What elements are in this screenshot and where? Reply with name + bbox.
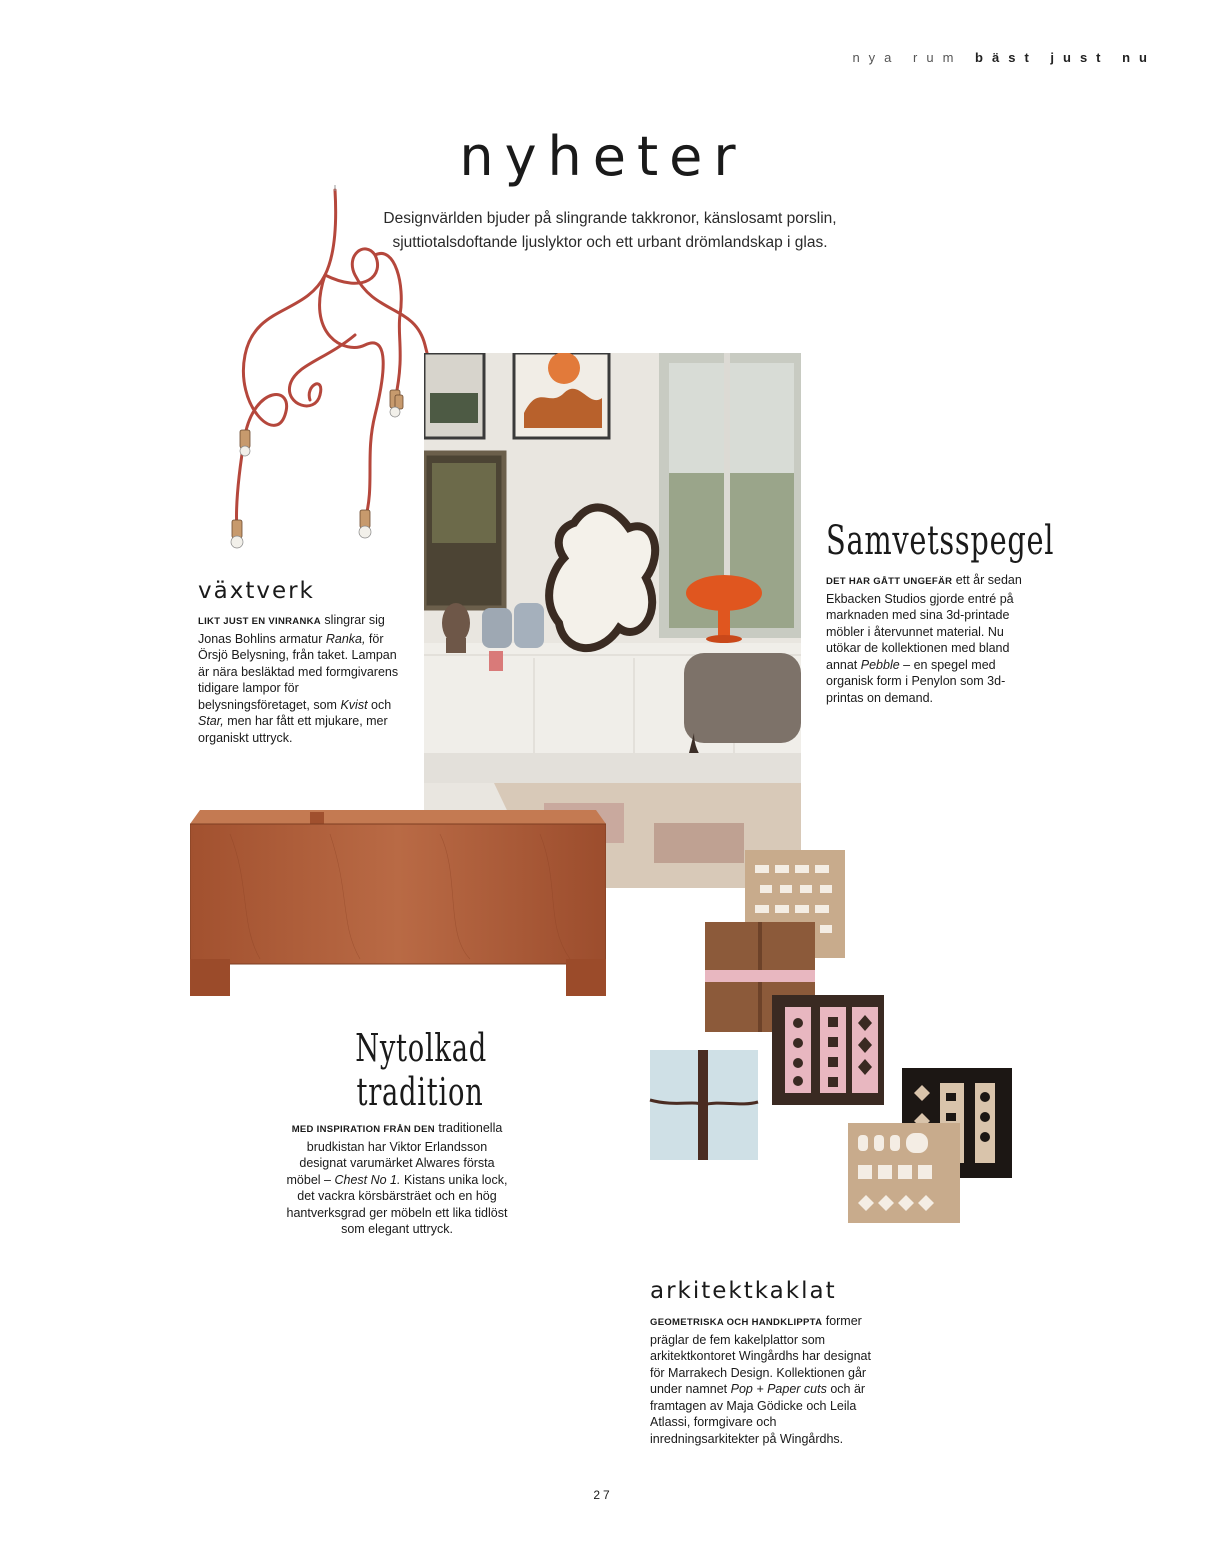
nytolkad-lead: MED INSPIRATION FRÅN DEN (291, 1124, 435, 1135)
arkitektkaklat-body (650, 1313, 875, 1447)
vaxtverk-text-4: men har fått ett mjukare, mer organiskt uttryck. (198, 714, 388, 745)
vaxtverk-italic-2: Kvist (340, 697, 368, 712)
samvetsspegel-text-1: ett år sedan Ekbacken Studios gjorde entré på marknaden med sina 3d-printade möbler i återvunnet material. Nu utökar de kollektionen med bland annat (826, 573, 1022, 672)
vaxtverk-text-3: och (367, 697, 392, 712)
vaxtverk-body (198, 612, 403, 746)
vaxtverk-heading: växtverk (198, 578, 315, 604)
nytolkad-heading-line-2: tradition (356, 1070, 484, 1114)
section-tag-light: nya rum (852, 50, 963, 65)
samvetsspegel-italic-1: Pebble (860, 657, 900, 672)
section-tag (852, 50, 1156, 65)
nytolkad-heading (330, 1026, 510, 1114)
intro-text: Designvärlden bjuder på slingrande takkronor, känslosamt porslin, sjuttiotalsdoftande ljuslyktor och ett urbant drömlandskap i glas. (383, 210, 837, 251)
arkitektkaklat-text-2: och är framtagen av Maja Gödicke och Leila Atlassi, formgivare och inredningsarkitekter på Wingårdhs. (650, 1382, 866, 1446)
samvetsspegel-lead: DET HAR GÅTT UNGEFÄR (826, 576, 953, 587)
nytolkad-italic-1: Chest No 1. (334, 1172, 401, 1187)
arkitektkaklat-lead: GEOMETRISKA OCH HANDKLIPPTA (650, 1317, 823, 1328)
nytolkad-text-1: traditionella brudkistan har Viktor Erlandsson designat varumärket Alwares första möbel – (286, 1121, 503, 1187)
arkitektkaklat-italic-1: Pop + Paper cuts (730, 1382, 827, 1396)
tiles-collection-image (640, 845, 1020, 1225)
samvetsspegel-body (826, 572, 1041, 706)
vaxtverk-text-2: för Örsjö Belysning, från taket. Lampan är nära besläktad med formgivarens tidigare lampor för belysningsföretaget, som (198, 631, 399, 712)
samvetsspegel-heading: Samvetsspegel (826, 518, 1055, 564)
samvetsspegel-text-2: – en spegel med organisk form i Penylon som 3d-printas on demand. (826, 657, 1006, 705)
vaxtverk-italic-3: Star, (198, 714, 224, 728)
page-number: 27 (593, 1488, 613, 1502)
nytolkad-body (284, 1120, 510, 1238)
vaxtverk-italic-1: Ranka, (325, 631, 366, 646)
vaxtverk-text-1: slingrar sig Jonas Bohlins armatur (198, 613, 385, 646)
arkitektkaklat-heading: arkitektkaklat (650, 1278, 837, 1304)
vaxtverk-lead: LIKT JUST EN VINRANKA (198, 616, 321, 627)
nytolkad-heading-line-1: Nytolkad (355, 1026, 487, 1070)
nytolkad-text-2: Kistans unika lock, det vackra körsbärsträet och en hög hantverksgrad ger möbeln ett lika tidlöst som elegant uttryck. (286, 1172, 508, 1236)
arkitektkaklat-text-1: former präglar de fem kakelplattor som arkitektkontoret Wingårdhs har designat för Marrakech Design. Kollektionen går under namnet (650, 1314, 871, 1396)
section-tag-bold: bäst just nu (975, 50, 1156, 65)
page-title: nyheter (459, 125, 747, 188)
chest-no1-image (190, 804, 606, 996)
